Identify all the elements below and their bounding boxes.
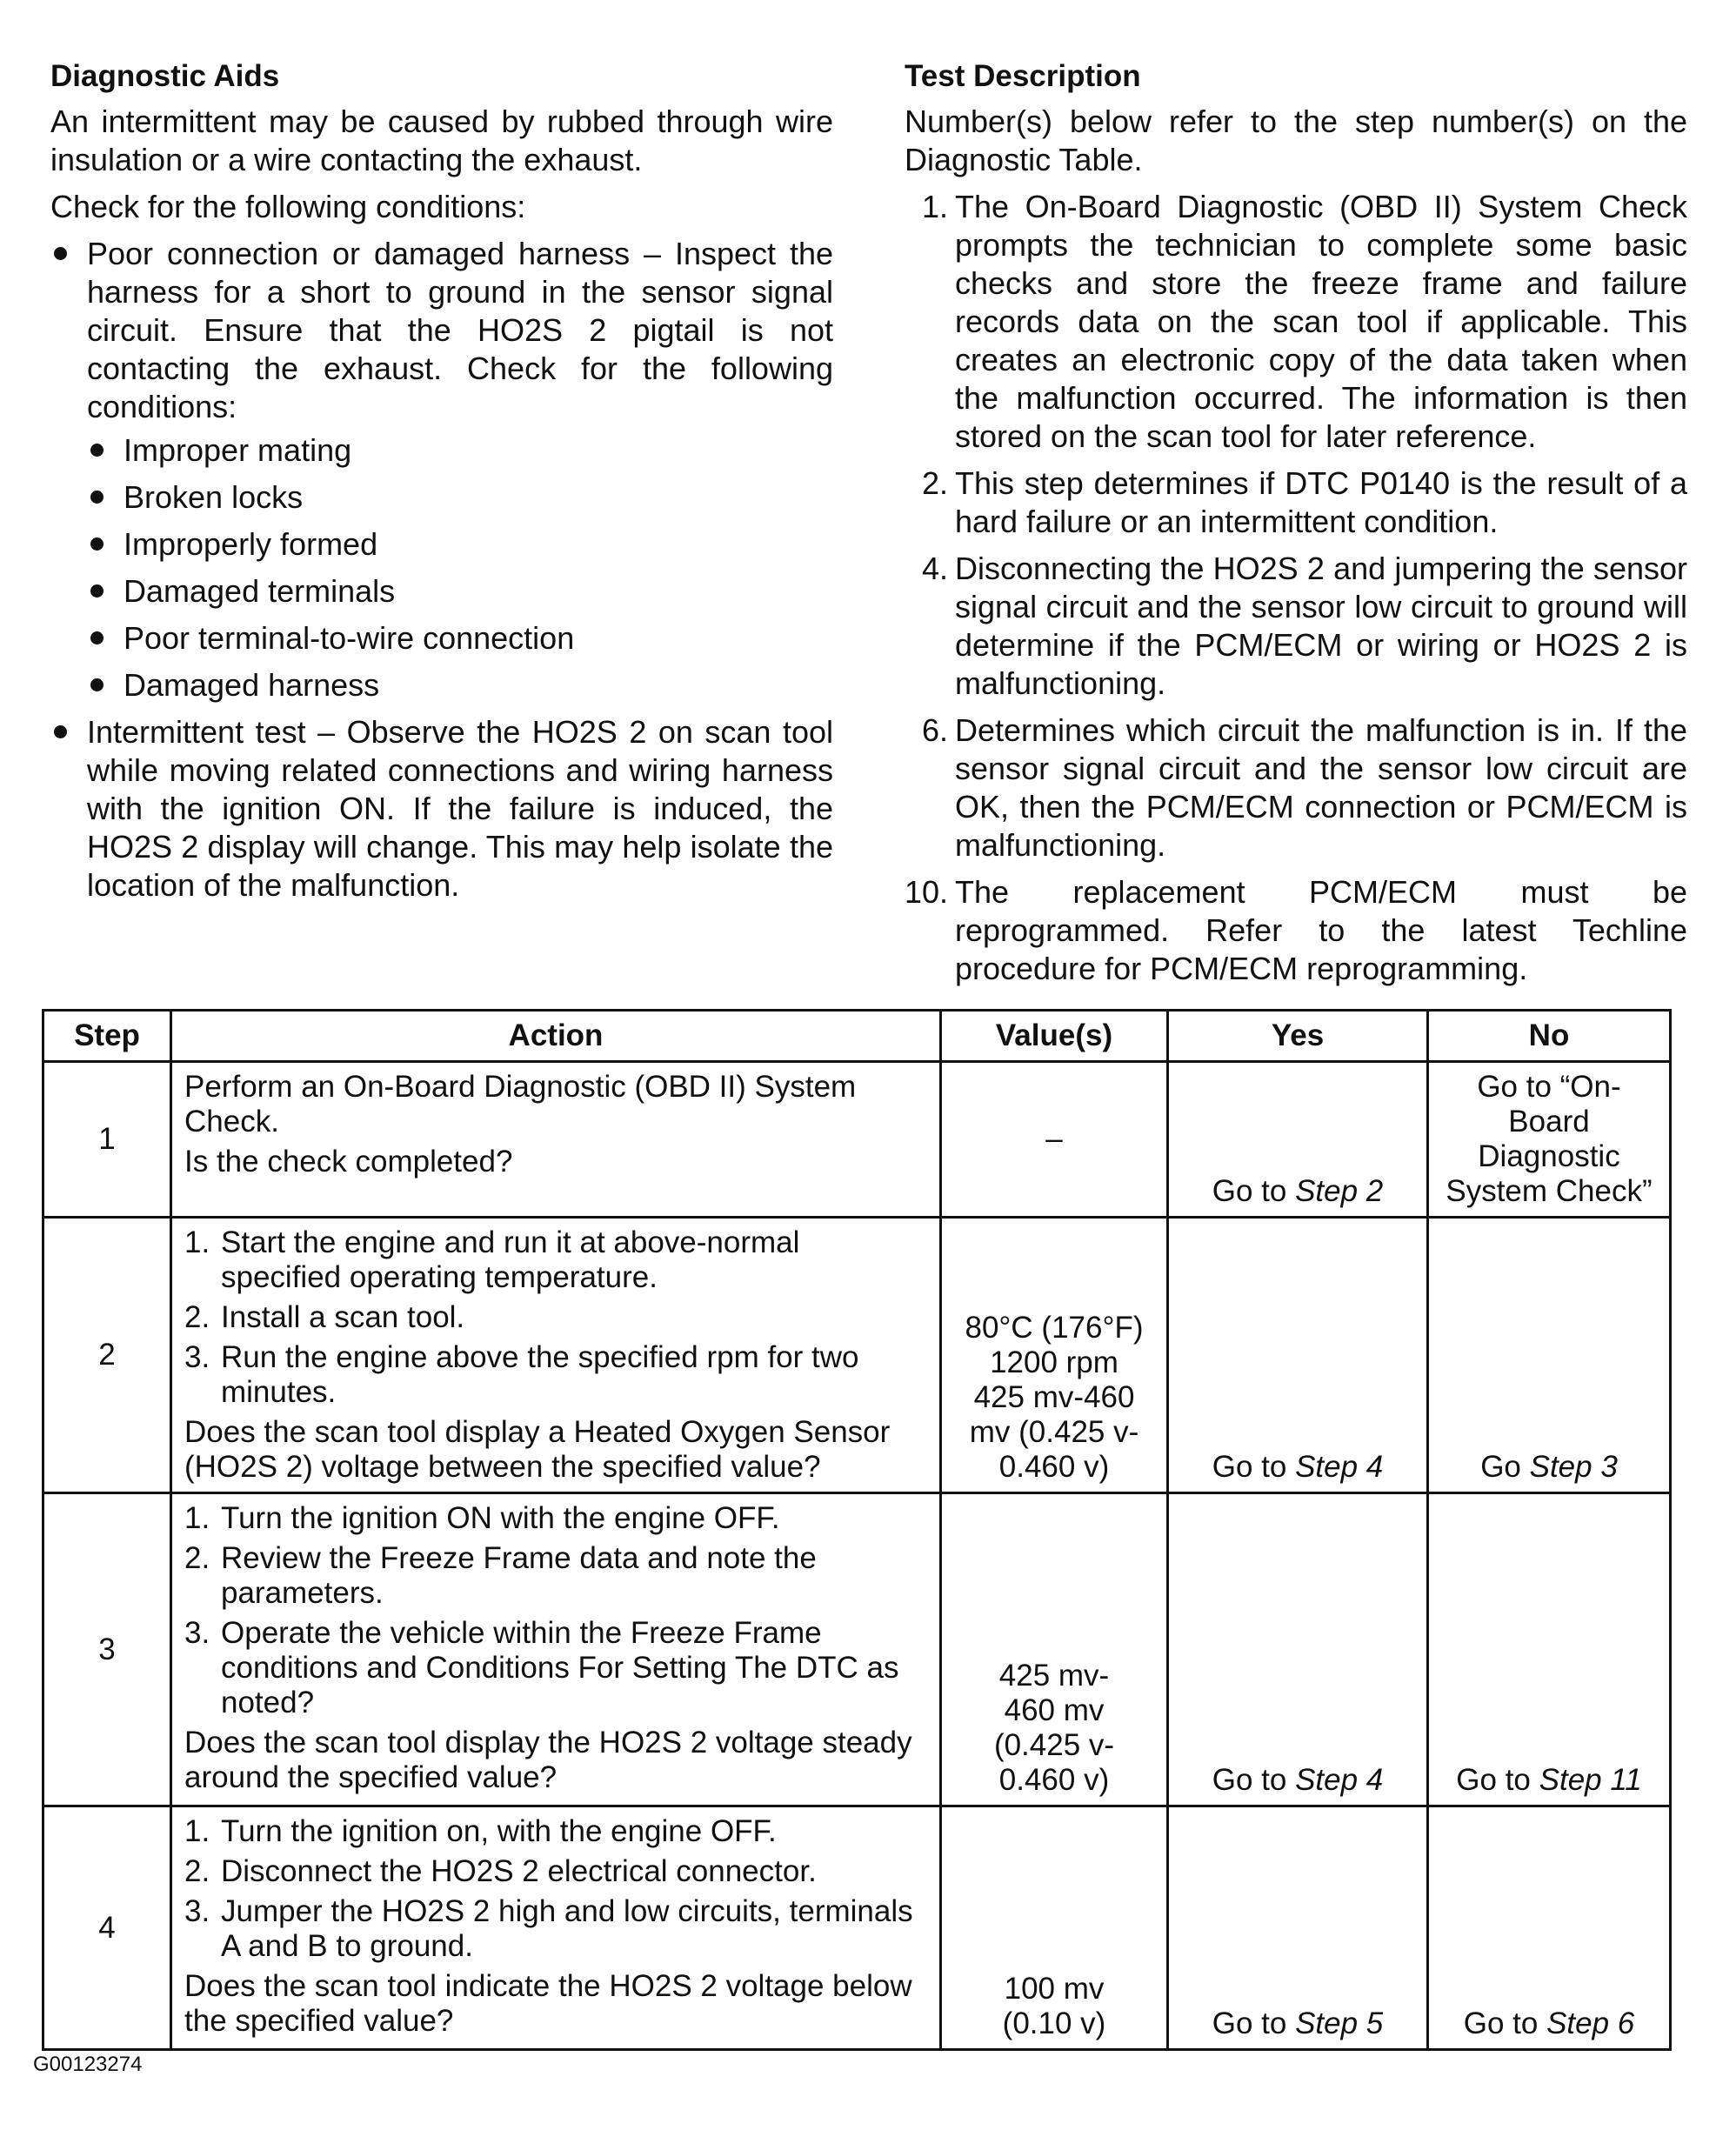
action-question: Is the check completed?: [184, 1145, 513, 1178]
item-number: 6.: [921, 712, 948, 748]
value-line: –: [1045, 1122, 1063, 1156]
action-text: Perform an On-Board Diagnostic (OBD II) System Check.: [184, 1070, 857, 1138]
step-number: 2: [43, 1218, 171, 1493]
table-row: [43, 1062, 1671, 1218]
value-cell: [941, 1493, 1168, 1806]
step-number: 1: [43, 1062, 171, 1218]
header-action: Action: [171, 1011, 941, 1062]
step-number: 3: [43, 1493, 171, 1806]
action-text: Install a scan tool.: [221, 1300, 465, 1334]
action-text: Start the engine and run it at above-normal specified operating temperature.: [221, 1225, 800, 1294]
step-number: 4: [43, 1806, 171, 2050]
header-step: Step: [43, 1011, 171, 1062]
conditions-list: [50, 235, 833, 905]
no-prefix: Go: [1480, 1450, 1530, 1484]
yes-cell: [1168, 1493, 1428, 1806]
item-number: 1.: [921, 189, 948, 224]
table-row: [43, 1218, 1671, 1493]
action-list: [184, 1814, 927, 1964]
action-cell: [171, 1218, 941, 1493]
value-line: 0.460 v): [998, 1763, 1110, 1797]
list-item: 1. Turn the ignition on, with the engine OFF.: [184, 1814, 777, 1848]
diagnostic-aids-intro: An intermittent may be caused by rubbed through wire insulation or a wire contacting the exhaust.: [50, 103, 833, 177]
no-step-link[interactable]: Step 11: [1539, 1763, 1642, 1797]
action-cell: [171, 1493, 941, 1806]
yes-prefix: Go to: [1212, 1763, 1296, 1797]
list-item: Damaged harness: [87, 666, 833, 704]
action-question: Does the scan tool indicate the HO2S 2 voltage below the specified value?: [184, 1969, 912, 2038]
no-cell: [1428, 1806, 1671, 2050]
yes-step-link[interactable]: Step 2: [1295, 1174, 1384, 1208]
yes-step-link[interactable]: Step 4: [1295, 1763, 1384, 1797]
list-item: Improperly formed: [87, 525, 833, 564]
diagnostic-table: [42, 1009, 1672, 2051]
list-item: [905, 873, 1687, 988]
value-cell: [941, 1218, 1168, 1493]
action-text: Operate the vehicle within the Freeze Frame conditions and Conditions For Setting The DTC as noted?: [221, 1616, 899, 1719]
list-item: Improper mating: [87, 431, 833, 470]
value-line: 80°C (176°F): [965, 1311, 1144, 1345]
bullet-poor-connection: Poor connection or damaged harness – Inspect the harness for a short to ground in the sensor signal circuit. Ensure that the HO2S 2 pigtail is not contacting the exhaust. Check for the following conditions:: [87, 236, 833, 424]
diagnostic-aids-heading: Diagnostic Aids: [50, 59, 280, 93]
test-description-intro: Number(s) below refer to the step number(s) on the Diagnostic Table.: [905, 103, 1687, 177]
header-yes: Yes: [1168, 1011, 1428, 1062]
item-text: Determines which circuit the malfunction is in. If the sensor signal circuit and the sensor low circuit are OK, then the PCM/ECM connection or PCM/ECM is malfunctioning.: [955, 712, 1687, 863]
value-line: 425 mv-460 mv (0.425 v-0.460 v): [969, 1380, 1139, 1484]
yes-cell: [1168, 1218, 1428, 1493]
list-item: [905, 464, 1687, 541]
item-number: 2.: [921, 465, 948, 501]
bullet-intermittent-test: Intermittent test – Observe the HO2S 2 on scan tool while moving related connections and wiring harness with the ignition ON. If the failure is induced, the HO2S 2 display will change. This may help isolate the location of the malfunction.: [87, 714, 833, 903]
test-description-section: [905, 57, 1687, 997]
sub-conditions-list: [87, 431, 833, 704]
list-item: [905, 188, 1687, 456]
action-cell: [171, 1062, 941, 1218]
item-text: This step determines if DTC P0140 is the result of a hard failure or an intermittent condition.: [955, 465, 1687, 539]
item-text: The replacement PCM/ECM must be reprogrammed. Refer to the latest Techline procedure for PCM/ECM reprogramming.: [955, 874, 1687, 986]
no-cell: [1428, 1062, 1671, 1218]
list-item: Damaged terminals: [87, 572, 833, 611]
yes-cell: [1168, 1806, 1428, 2050]
check-intro: Check for the following conditions:: [50, 189, 526, 224]
table-header-row: [43, 1011, 1671, 1062]
yes-step-link[interactable]: Step 5: [1295, 2006, 1384, 2040]
action-text: Run the engine above the specified rpm for two minutes.: [221, 1340, 859, 1409]
list-item: [50, 713, 833, 905]
yes-cell: [1168, 1062, 1428, 1218]
no-step-link[interactable]: Step 3: [1529, 1450, 1618, 1484]
list-item: 1. Start the engine and run it at above-normal specified operating temperature.: [184, 1225, 800, 1294]
yes-prefix: Go to: [1212, 1450, 1296, 1484]
action-question: Does the scan tool display the HO2S 2 voltage steady around the specified value?: [184, 1726, 912, 1794]
value-line: (0.425 v-: [993, 1728, 1115, 1762]
yes-prefix: Go to: [1212, 2006, 1296, 2040]
action-text: Disconnect the HO2S 2 electrical connector.: [221, 1854, 817, 1888]
action-list: [184, 1225, 927, 1410]
list-item: 2. Disconnect the HO2S 2 electrical connector.: [184, 1854, 817, 1888]
table-row: [43, 1493, 1671, 1806]
figure-id: G00123274: [33, 2053, 143, 2076]
item-number: 4.: [921, 551, 948, 586]
value-line: (0.10 v): [1002, 2006, 1106, 2040]
list-item: 3. Operate the vehicle within the Freeze Frame conditions and Conditions For Setting The DTC as noted?: [184, 1616, 899, 1719]
no-cell: [1428, 1493, 1671, 1806]
no-prefix: Go to: [1463, 2006, 1547, 2040]
header-no: No: [1428, 1011, 1671, 1062]
action-question: Does the scan tool display a Heated Oxygen Sensor (HO2S 2) voltage between the specified value?: [184, 1415, 891, 1484]
value-line: 1200 rpm: [990, 1345, 1118, 1379]
value-cell: [941, 1062, 1168, 1218]
action-text: Jumper the HO2S 2 high and low circuits, terminals A and B to ground.: [221, 1894, 913, 1963]
list-item: [905, 711, 1687, 865]
value-line: 460 mv: [1004, 1693, 1105, 1727]
test-description-list: [905, 188, 1687, 988]
value-line: 425 mv-: [998, 1659, 1110, 1693]
no-cell: [1428, 1218, 1671, 1493]
header-values: Value(s): [941, 1011, 1168, 1062]
value-line: 100 mv: [1004, 1972, 1105, 2006]
test-description-heading: Test Description: [905, 59, 1141, 93]
action-list: [184, 1501, 927, 1720]
diagnostic-aids-section: [50, 57, 833, 913]
action-text: Review the Freeze Frame data and note the parameters.: [221, 1541, 817, 1610]
list-item: 3. Run the engine above the specified rpm for two minutes.: [184, 1340, 859, 1409]
list-item: Poor terminal-to-wire connection: [87, 619, 833, 658]
action-text: Turn the ignition on, with the engine OFF.: [221, 1814, 777, 1848]
list-item: 2. Review the Freeze Frame data and note the parameters.: [184, 1541, 817, 1610]
action-text: Turn the ignition ON with the engine OFF.: [221, 1501, 780, 1535]
item-text: Disconnecting the HO2S 2 and jumpering the sensor signal circuit and the sensor low circuit to ground will determine if the PCM/ECM or wiring or HO2S 2 is malfunctioning.: [955, 551, 1687, 701]
yes-step-link[interactable]: Step 4: [1295, 1450, 1384, 1484]
list-item: 3. Jumper the HO2S 2 high and low circuits, terminals A and B to ground.: [184, 1894, 913, 1963]
no-prefix: Go to: [1456, 1763, 1539, 1797]
list-item: [50, 235, 833, 704]
item-number: 10.: [905, 874, 949, 910]
list-item: 1. Turn the ignition ON with the engine OFF.: [184, 1501, 780, 1535]
item-text: The On-Board Diagnostic (OBD II) System Check prompts the technician to complete some basic checks and store the freeze frame and failure records data on the scan tool if applicable. This creates an electronic copy of the data taken when the malfunction occurred. The information is then stored on the scan tool for later reference.: [955, 189, 1687, 454]
value-cell: [941, 1806, 1168, 2050]
no-step-link[interactable]: Step 6: [1546, 2006, 1635, 2040]
list-item: [905, 550, 1687, 703]
table-row: [43, 1806, 1671, 2050]
no-link[interactable]: Go to “On-Board Diagnostic System Check”: [1446, 1070, 1653, 1208]
list-item: Broken locks: [87, 478, 833, 517]
action-cell: [171, 1806, 941, 2050]
yes-prefix: Go to: [1212, 1174, 1296, 1208]
list-item: 2. Install a scan tool.: [184, 1300, 465, 1334]
